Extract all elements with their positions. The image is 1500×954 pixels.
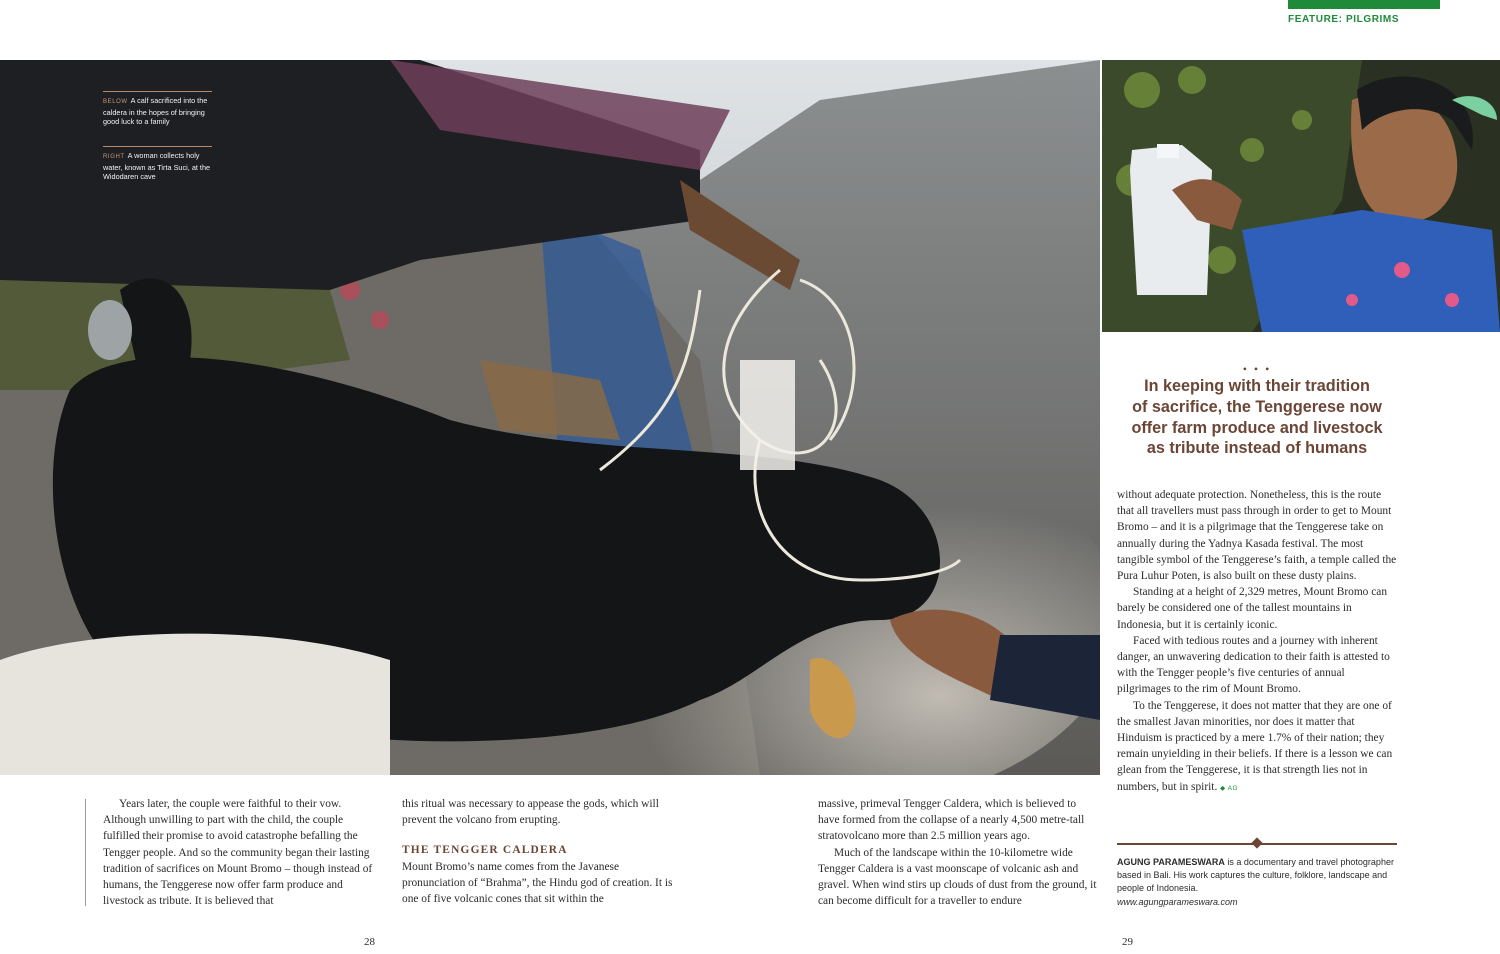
- column-rule: [85, 799, 86, 906]
- body-paragraph-final: [1117, 698, 1399, 797]
- page-number-left: 28: [364, 936, 375, 948]
- body-paragraph: without adequate protection. Nonetheless, this is the route that all travellers must pass through in order to get to Mount Bromo – and it is a pilgrimage that the Tenggerese take on annually during the Yadnya Kasada festival. The most tangible symbol of the Tenggerese’s faith, a temple called the Pura Luhur Poten, is also built on these dusty plains.: [1117, 489, 1397, 583]
- pull-quote-line: as tribute instead of humans: [1146, 439, 1368, 458]
- body-paragraph: Mount Bromo’s name comes from the Javanese pronunciation of “Brahma”, the Hindu god of creation. It is one of five volcanic cones that sit within the: [402, 860, 673, 906]
- caption-below: [103, 91, 215, 127]
- pull-quote-line: of sacrifice, the Tenggerese now: [1132, 397, 1382, 416]
- caption-tag-right: RIGHT: [103, 154, 125, 160]
- body-column-2: [402, 796, 682, 907]
- body-paragraph: this ritual was necessary to appease the gods, which will prevent the volcano from erupting.: [402, 798, 659, 827]
- body-paragraph: Years later, the couple were faithful to their vow. Although unwilling to part with the child, the couple fulfilled their promise to avoid catastrophe befalling the Tengger people. And so the community began their lasting tradition of sacrifices on Mount Bromo – though instead of humans, the Tenggerese now offer farm produce and livestock as tribute. It is believed that: [103, 798, 373, 908]
- page-number-right: 29: [1122, 936, 1133, 948]
- body-paragraph: Faced with tedious routes and a journey with inherent danger, an unwavering dedication to their faith is attested to with the Tengger people’s five centuries of annual pilgrimages to the rim of Mount Bromo.: [1117, 634, 1390, 696]
- caption-text-below: A calf sacrificed into the caldera in the hopes of bringing good luck to a family: [103, 96, 208, 126]
- bio-name: AGUNG PARAMESWARA: [1117, 857, 1225, 867]
- side-photo-holy-water: [1102, 60, 1500, 332]
- body-paragraph: Standing at a height of 2,329 metres, Mount Bromo can barely be considered one of the tallest mountains in Indonesia, but it is certainly iconic.: [1117, 586, 1388, 631]
- body-column-1: [103, 796, 381, 909]
- feature-label: FEATURE: PILGRIMS: [1288, 14, 1400, 25]
- bio-website-link[interactable]: www.agungparameswara.com: [1117, 896, 1238, 907]
- bio-divider-diamond: [1251, 837, 1262, 848]
- final-paragraph-text: To the Tenggerese, it does not matter that they are one of the smallest Javan minorities, nor does it matter that Hinduism is practiced by a mere 1.7% of their nation; they remain unyielding in their beliefs. If there is a lesson we can glean from the Tenggerese, it is that strength lies not in numbers, but in spirit.: [1117, 699, 1393, 793]
- bio-text: is a documentary and travel photographer based in Bali. His work captures the culture, folklore, landscape and people of Indonesia.: [1117, 857, 1394, 894]
- pull-quote-line: offer farm produce and livestock: [1131, 418, 1383, 437]
- feature-accent-bar: [1288, 0, 1440, 9]
- pull-quote-line: In keeping with their tradition: [1144, 377, 1370, 395]
- body-column-4: [1117, 487, 1399, 797]
- caption-tag-below: BELOW: [103, 99, 128, 105]
- body-paragraph: massive, primeval Tengger Caldera, which is believed to have formed from the collapse of a nearly 4,500 metre-tall stratovolcano more than 2.5 million years ago.: [818, 798, 1085, 843]
- caption-text-right: A woman collects holy water, known as Tirta Suci, at the Widodaren cave: [103, 151, 211, 181]
- pull-quote: [1118, 376, 1396, 459]
- author-end-mark: ◆ AG: [1220, 784, 1238, 792]
- pull-quote-ornament: • • •: [1242, 362, 1272, 376]
- body-paragraph: Much of the landscape within the 10-kilometre wide Tengger Caldera is a vast moonscape of volcanic ash and gravel. When wind stirs up clouds of dust from the ground, it can become difficult for a traveller to endure: [818, 846, 1097, 908]
- caption-rule: [103, 91, 212, 92]
- photographer-bio: [1117, 856, 1399, 909]
- body-column-3: [818, 796, 1098, 909]
- caption-right: [103, 146, 215, 182]
- section-subhead: THE TENGGER CALDERA: [402, 844, 568, 857]
- caption-rule: [103, 146, 212, 147]
